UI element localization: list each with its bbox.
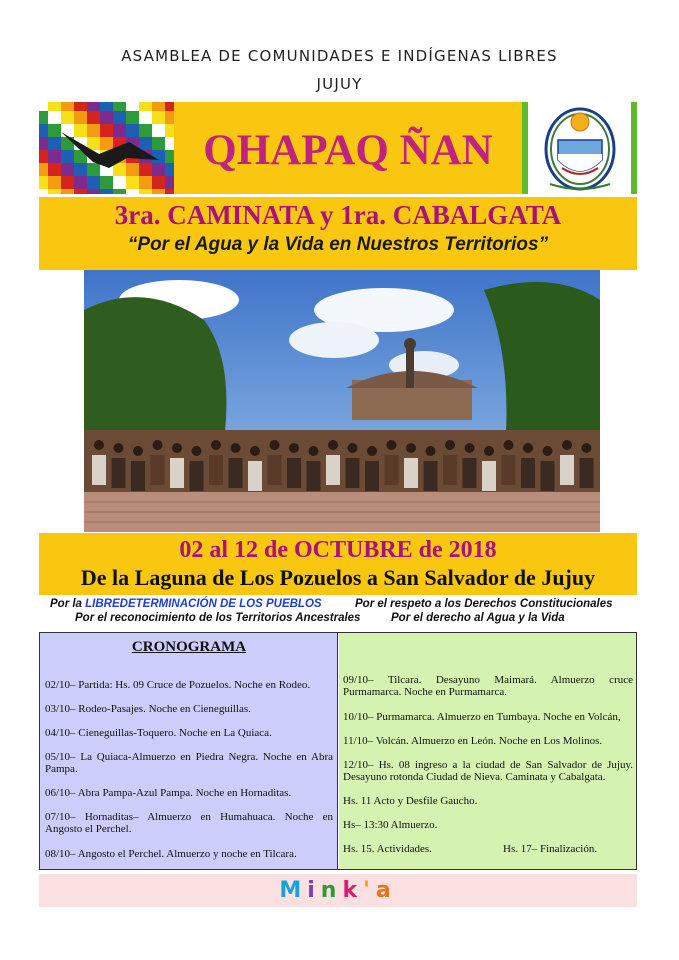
slogan-constitutional-rights: Por el respeto a los Derechos Constitucionales <box>355 598 613 610</box>
schedule-entry: 06/10– Abra Pampa-Azul Pampa. Noche en Hornaditas. <box>45 787 292 799</box>
jujuy-coat-of-arms-icon <box>522 102 637 194</box>
event-route: De la Laguna de Los Pozuelos a San Salvador de Jujuy <box>80 565 596 590</box>
schedule-table <box>39 632 637 870</box>
minka-letter: k <box>342 878 364 903</box>
slogan-ancestral-territories: Por el reconocimiento de los Territorios Ancestrales <box>75 612 361 624</box>
minka-letter: a <box>375 878 397 903</box>
title-banner <box>39 102 637 194</box>
schedule-entry: 09/10– Tilcara. Desayuno Maimará. Almuerzo cruce Purmamarca. Noche en Purmamarca. <box>343 674 633 698</box>
minka-logo <box>39 878 637 903</box>
date-route-band <box>39 533 637 595</box>
schedule-entry: 07/10– Hornaditas– Almuerzo en Humahuaca. Noche en Angosto el Perchel. <box>45 811 333 835</box>
minka-letter: ' <box>363 878 376 903</box>
schedule-entry: Hs. 17– Finalización. <box>503 843 598 855</box>
schedule-right-column <box>339 633 636 869</box>
slogan-self-determination <box>50 598 322 610</box>
event-motto: “Por el Agua y la Vida en Nuestros Territorios” <box>127 234 549 255</box>
footer-band <box>39 874 637 907</box>
page-title: QHAPAQ ÑAN <box>203 127 493 174</box>
organization-region: JUJUY <box>316 75 363 93</box>
minka-letter: i <box>307 878 321 903</box>
schedule-entry: Hs. 11 Acto y Desfile Gaucho. <box>343 795 478 807</box>
slogan-highlight: LIBREDETERMINACIÓN DE LOS PUEBLOS <box>85 598 322 610</box>
schedule-entry: 03/10– Rodeo-Pasajes. Noche en Cieneguillas. <box>45 703 251 715</box>
slogan-water-life: Por el derecho al Agua y la Vida <box>391 612 565 624</box>
organization-name: ASAMBLEA DE COMUNIDADES E INDÍGENAS LIBRES <box>121 47 558 65</box>
schedule-entry: 12/10– Hs. 08 ingreso a la ciudad de San Salvador de Jujuy. Desayuno rotonda Ciudad de Nieva. Caminata y Cabalgata. <box>343 759 633 783</box>
schedule-left-column <box>40 633 338 869</box>
event-subtitle-band <box>39 197 637 270</box>
minka-letter: M <box>279 878 308 903</box>
event-subtitle: 3ra. CAMINATA y 1ra. CABALGATA <box>114 200 562 230</box>
schedule-entry: 08/10– Angosto el Perchel. Almuerzo y noche en Tilcara. <box>45 848 297 860</box>
schedule-entry: 11/10– Volcán. Almuerzo en León. Noche en Los Molinos. <box>343 735 603 747</box>
schedule-entry: Hs– 13:30 Almuerzo. <box>343 819 438 831</box>
schedule-entry: 04/10– Cieneguillas-Toquero. Noche en La Quiaca. <box>45 727 272 739</box>
slogan-prefix: Por la <box>50 598 86 610</box>
wiphala-flag-icon <box>39 102 174 194</box>
schedule-entry: 10/10– Purmamarca. Almuerzo en Tumbaya. Noche en Volcán, <box>343 711 621 723</box>
event-dates: 02 al 12 de OCTUBRE de 2018 <box>179 537 497 563</box>
event-photo <box>84 270 600 532</box>
schedule-entry: Hs. 15. Actividades. <box>343 843 432 855</box>
schedule-entry: 05/10– La Quiaca-Almuerzo en Piedra Negra. Noche en Abra Pampa. <box>45 751 333 775</box>
schedule-title: CRONOGRAMA <box>131 639 247 655</box>
schedule-entry: 02/10– Partida: Hs. 09 Cruce de Pozuelos. Noche en Rodeo. <box>45 679 311 691</box>
minka-letter: n <box>320 878 343 903</box>
